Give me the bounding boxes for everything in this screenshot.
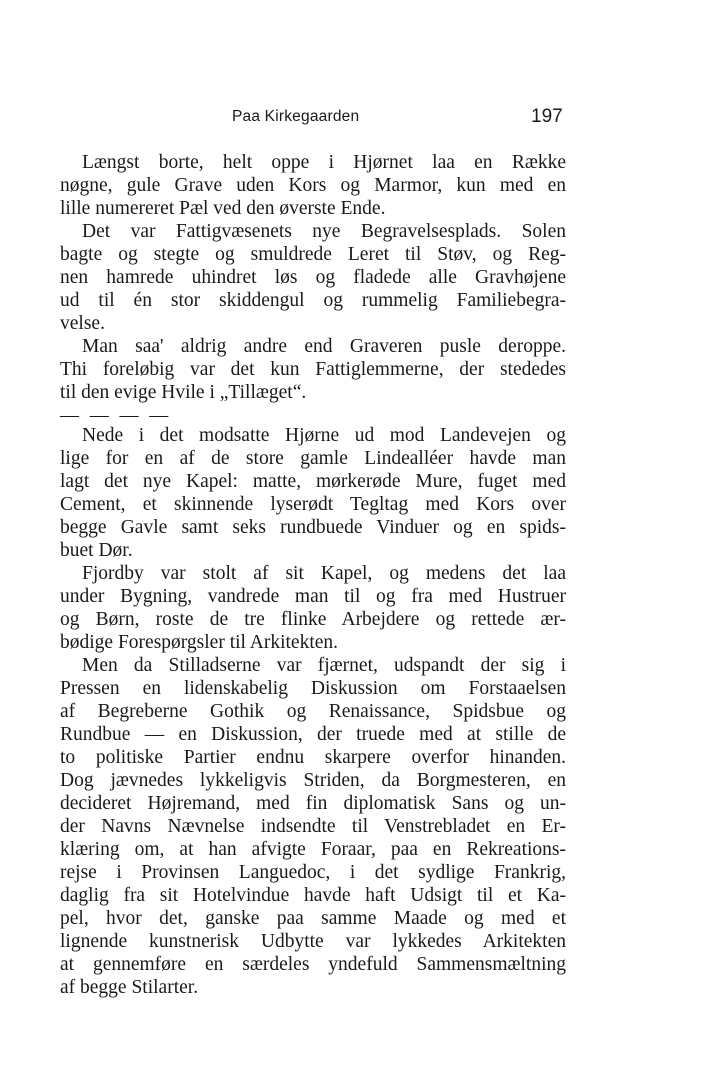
text-line: at gennemføre en særdeles yndefuld Sammensmæltning (60, 954, 566, 975)
text-line: af Begreberne Gothik og Renaissance, Spidsbue og (60, 701, 566, 722)
text-line: nøgne, gule Grave uden Kors og Marmor, kun med en (60, 175, 566, 196)
text-line: Fjordby var stolt af sit Kapel, og medens det laa (82, 563, 566, 584)
text-line: bagte og stegte og smuldrede Leret til Støv, og Reg- (60, 244, 566, 265)
text-line: under Bygning, vandrede man til og fra med Hustruer (60, 586, 566, 607)
text-line: klæring om, at han afvigte Foraar, paa en Rekreations- (60, 839, 566, 860)
text-line: ud til én stor skiddengul og rummelig Familiebegra- (60, 290, 566, 311)
text-line: Pressen en lidenskabelig Diskussion om Forstaaelsen (60, 678, 566, 699)
text-line: Nede i det modsatte Hjørne ud mod Landevejen og (82, 425, 566, 446)
text-line: lagt det nye Kapel: matte, mørkerøde Mure, fuget med (60, 471, 566, 492)
text-line: og Børn, roste de tre flinke Arbejdere og rettede ær- (60, 609, 566, 630)
text-line: lignende kunstnerisk Udbytte var lykkedes Arkitekten (60, 931, 566, 952)
text-line: buet Dør. (60, 540, 133, 561)
text-line: Men da Stilladserne var fjærnet, udspandt der sig i (82, 655, 566, 676)
text-line: Man saa' aldrig andre end Graveren pusle deroppe. (82, 336, 566, 357)
text-line: af begge Stilarter. (60, 977, 199, 998)
text-line: to politiske Partier endnu skarpere overfor hinanden. (60, 747, 566, 768)
text-line: Rundbue — en Diskussion, der truede med at stille de (60, 724, 566, 745)
text-line: nen hamrede uhindret løs og fladede alle Gravhøjene (60, 267, 566, 288)
text-line: lille numereret Pæl ved den øverste Ende. (60, 198, 386, 219)
text-line: Længst borte, helt oppe i Hjørnet laa en Række (82, 152, 566, 173)
text-line: bødige Forespørgsler til Arkitekten. (60, 632, 339, 653)
text-line: Thi foreløbig var det kun Fattiglemmerne, der stededes (60, 359, 566, 380)
text-line: til den evige Hvile i „Tillæget“. (60, 382, 307, 403)
text-line: Det var Fattigvæsenets nye Begravelsesplads. Solen (82, 221, 566, 242)
text-line: daglig fra sit Hotelvindue havde haft Udsigt til et Ka- (60, 885, 566, 906)
text-line: Cement, et skinnende lyserødt Tegltag med Kors over (60, 494, 566, 515)
text-line: decideret Højremand, med fin diplomatisk Sans og un- (60, 793, 566, 814)
text-line: velse. (60, 313, 105, 334)
text-line: begge Gavle samt seks rundbuede Vinduer og en spids- (60, 517, 566, 538)
text-line: der Navns Nævnelse indsendte til Venstrebladet en Er- (60, 816, 566, 837)
running-title: Paa Kirkegaarden (232, 108, 360, 125)
section-separator: — — — — (60, 405, 172, 426)
text-line: rejse i Provinsen Languedoc, i det sydlige Frankrig, (60, 862, 566, 883)
text-line: lige for en af de store gamle Lindealléer havde man (60, 448, 566, 469)
page-number: 197 (531, 106, 563, 127)
text-line: pel, hvor det, ganske paa samme Maade og med et (60, 908, 566, 929)
text-line: Dog jævnedes lykkeligvis Striden, da Borgmesteren, en (60, 770, 566, 791)
